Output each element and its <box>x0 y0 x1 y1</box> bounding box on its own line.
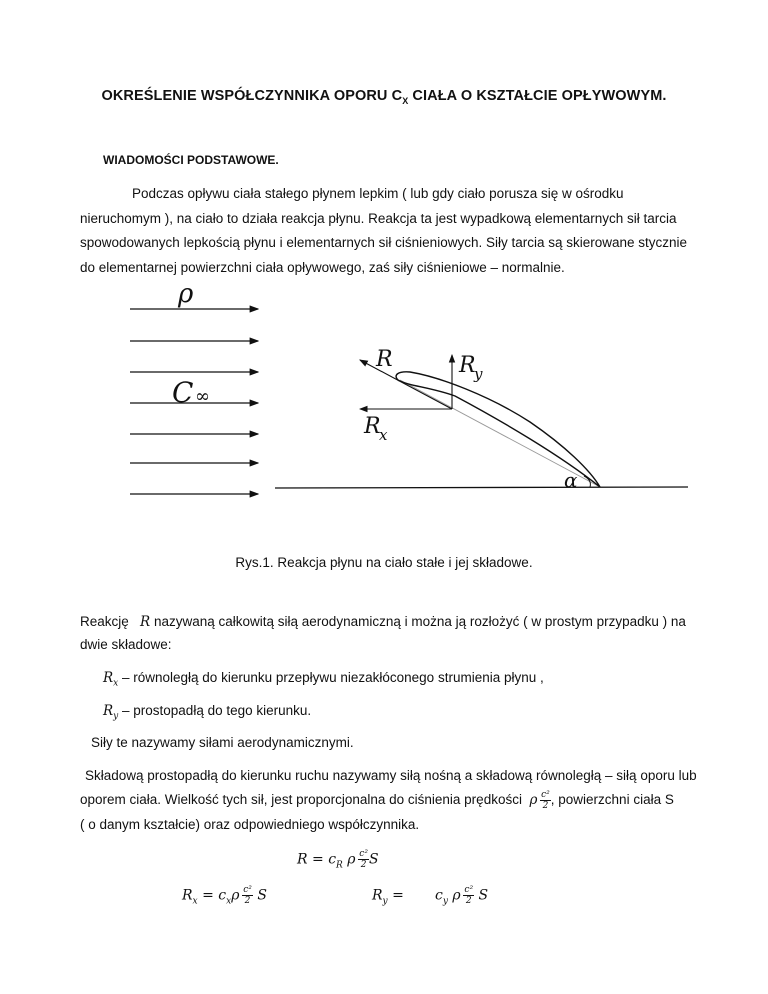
label-Rx: R <box>364 414 381 439</box>
dynamic-pressure-fraction: $\frac{\text{c²}}{2}$ <box>541 790 550 811</box>
page-title: OKREŚLENIE WSPÓŁCZYNNIKA OPORU $C_X$ CIAŁA O KSZTAŁCIE OPŁYWOWYM. <box>101 88 667 106</box>
symbol-R: R <box>140 614 151 630</box>
label-Ry-sub: y <box>474 365 483 383</box>
label-rho: ρ <box>178 279 194 309</box>
flow-arrows <box>130 309 258 494</box>
label-R: R <box>376 347 393 372</box>
alpha-arc <box>584 476 590 487</box>
components-line-2: oporem ciała. Wielkość tych sił, jest proporcjonalna do ciśnienia prędkości ρ $\frac{\text{c²}}{2}$ , powierzchni ciała S <box>80 790 674 811</box>
para-line-3: spowodowanych lepkością płynu i elementarnych sił ciśnieniowych. Siły tarcia są skierowane stycznie <box>80 235 688 250</box>
reaction-line-2: dwie składowe: <box>80 637 172 652</box>
components-line-1: Składową prostopadłą do kierunku ruchu nazywamy siłą nośną a składową równoległą – siłą oporu lub <box>85 768 697 783</box>
label-Rx-sub: x <box>379 426 388 444</box>
ry-definition: $R_y$ – prostopadłą do tego kierunku. <box>103 703 312 722</box>
ground-line <box>275 487 688 488</box>
figure-caption: Rys.1. Reakcja płynu na ciało stałe i jej składowe. <box>235 555 533 570</box>
forces-sentence: Siły te nazywamy siłami aerodynamicznymi. <box>91 735 354 750</box>
label-alpha: α <box>564 468 578 492</box>
formula-Rx: $R_x = c_x\rho$ $\frac{\text{c²}}{2}$ S <box>182 885 267 907</box>
formula-R: $R = c_R$ ρ $\frac{\text{c²}}{2}$ S <box>297 849 379 871</box>
para-line-2: nieruchomym ), na ciało to działa reakcja płynu. Reakcja ta jest wypadkową elementarnych sił tarcia <box>80 210 677 226</box>
para-line-4: do elementarnej powierzchni ciała opływowego, zaś siły ciśnieniowe – normalnie. <box>80 259 565 275</box>
label-c-inf: C <box>172 376 194 409</box>
section-heading: WIADOMOŚCI PODSTAWOWE. <box>103 153 279 167</box>
arrow-R <box>360 360 452 409</box>
components-line-3: ( o danym kształcie) oraz odpowiedniego współczynnika. <box>80 817 420 832</box>
reaction-line-1: Reakcję R nazywaną całkowitą siłą aerodynamiczną i można ją rozłożyć ( w prostym przypadku ) na <box>80 614 686 630</box>
label-inf-sym: ∞ <box>195 386 210 407</box>
formula-Ry: $R_y$ = $c_y$ ρ $\frac{\text{c²}}{2}$ S <box>372 885 489 907</box>
label-Ry: R <box>459 353 476 378</box>
para-line-1: Podczas opływu ciała stałego płynem lepkim ( lub gdy ciało porusza się w ośrodku <box>132 186 624 201</box>
rx-definition: $R_x$ – równoległą do kierunku przepływu niezakłóconego strumienia płynu , <box>103 670 544 689</box>
